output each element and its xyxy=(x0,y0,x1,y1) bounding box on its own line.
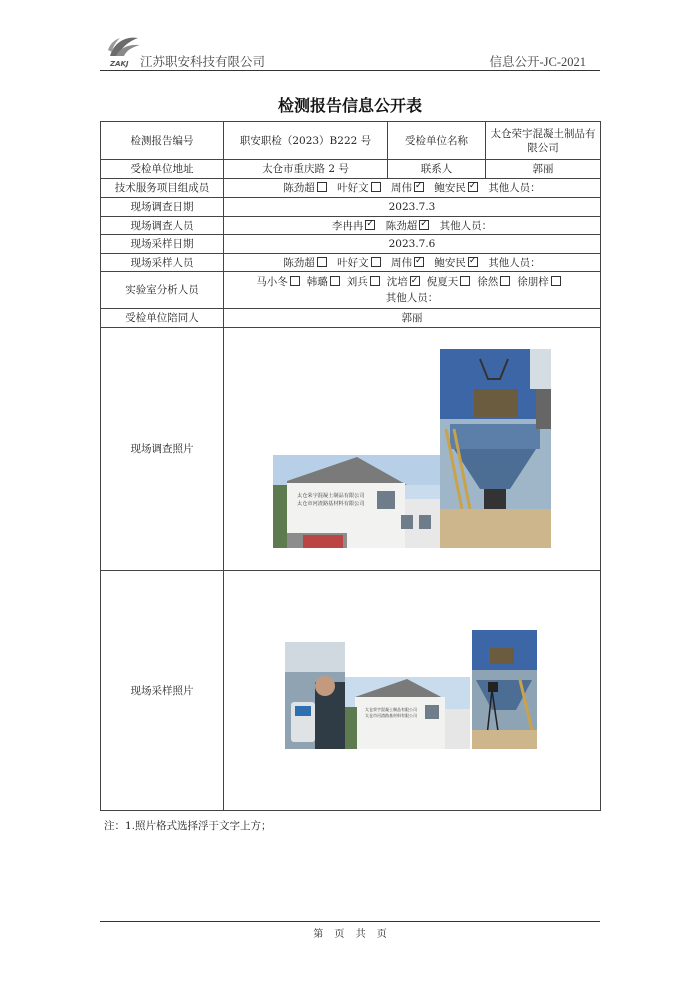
table-row xyxy=(101,160,601,179)
accompany-label: 受检单位陪同人 xyxy=(101,309,224,328)
survey-photos-cell xyxy=(224,328,601,571)
option-item: 周伟✓ xyxy=(391,257,431,269)
option-item: 刘兵 xyxy=(347,276,387,288)
checkbox xyxy=(414,182,424,192)
option-item: 叶好文 xyxy=(337,257,388,269)
option-item: 陈劲超 xyxy=(283,182,334,194)
option-item: 韩璐 xyxy=(307,276,347,288)
option-item: 马小冬 xyxy=(256,276,307,288)
address-value: 太仓市重庆路 2 号 xyxy=(224,160,388,179)
svg-text:太仓市河渣路基材料有限公司: 太仓市河渣路基材料有限公司 xyxy=(297,501,365,507)
team-options xyxy=(224,179,601,198)
lab-staff-label: 实验室分析人员 xyxy=(101,272,224,309)
sampling-photo-equipment xyxy=(472,630,537,749)
footer-divider xyxy=(100,921,600,922)
option-item: 陈劲超✓ xyxy=(386,220,437,232)
report-no-value: 职安职检（2023）B222 号 xyxy=(224,122,388,160)
sampling-photo-meter xyxy=(285,642,345,749)
sampling-photos-cell xyxy=(224,571,601,811)
sampling-date-label: 现场采样日期 xyxy=(101,235,224,254)
unit-name-value: 太仓荣宇混凝土制品有限公司 xyxy=(486,122,601,160)
table-row xyxy=(101,272,601,309)
svg-text:ZAKJ: ZAKJ xyxy=(110,60,129,68)
table-row xyxy=(101,217,601,235)
checkbox xyxy=(317,182,327,192)
svg-text:太仓市河渣路基材料有限公司: 太仓市河渣路基材料有限公司 xyxy=(365,713,417,718)
checkbox xyxy=(330,276,340,286)
checkbox xyxy=(371,257,381,267)
svg-text:太仓荣宇混凝土制品有限公司: 太仓荣宇混凝土制品有限公司 xyxy=(297,493,365,499)
checkbox xyxy=(317,257,327,267)
option-item: 周伟✓ xyxy=(391,182,431,194)
option-item: 鲍安民✓ xyxy=(434,182,485,194)
document-code: 信息公开-JC-2021 xyxy=(489,55,586,69)
option-item: 徐然 xyxy=(477,276,517,288)
table-row xyxy=(101,235,601,254)
survey-date-label: 现场调查日期 xyxy=(101,198,224,217)
option-item: 李冉冉✓ xyxy=(332,220,383,232)
survey-photos-label: 现场调查照片 xyxy=(101,328,224,571)
header-divider xyxy=(100,70,600,71)
sampling-photo-building xyxy=(345,677,470,749)
option-item: 倪夏天 xyxy=(427,276,478,288)
page-header xyxy=(100,30,600,72)
option-item: 徐朋梓 xyxy=(517,276,568,288)
lab-staff-options xyxy=(224,272,601,309)
option-item: 陈劲超 xyxy=(283,257,334,269)
checkbox xyxy=(414,257,424,267)
unit-name-label: 受检单位名称 xyxy=(388,122,486,160)
address-label: 受检单位地址 xyxy=(101,160,224,179)
survey-photo-hopper xyxy=(440,349,551,548)
sampling-date-value: 2023.7.6 xyxy=(224,235,601,254)
contact-value: 郭丽 xyxy=(486,160,601,179)
checkbox xyxy=(468,257,478,267)
table-row xyxy=(101,571,601,811)
checkbox xyxy=(290,276,300,286)
other-staff: 其他人员： xyxy=(488,256,541,269)
survey-date-value: 2023.7.3 xyxy=(224,198,601,217)
option-item: 叶好文 xyxy=(337,182,388,194)
table-row xyxy=(101,254,601,272)
report-no-label: 检测报告编号 xyxy=(101,122,224,160)
checkbox xyxy=(410,276,420,286)
table-row xyxy=(101,122,601,160)
other-staff: 其他人员： xyxy=(439,219,493,232)
info-table xyxy=(100,121,601,811)
table-row xyxy=(101,198,601,217)
checkbox xyxy=(419,220,429,230)
checkbox xyxy=(468,182,478,192)
page-number: 第 页 共 页 xyxy=(313,929,387,940)
other-staff: 其他人员： xyxy=(385,292,439,304)
survey-staff-options xyxy=(224,217,601,235)
checkbox xyxy=(365,220,375,230)
checkbox xyxy=(370,276,380,286)
footnote: 注：1.照片格式选择浮于文字上方； xyxy=(104,820,272,832)
sampling-photos-label: 现场采样照片 xyxy=(101,571,224,811)
survey-staff-label: 现场调查人员 xyxy=(101,217,224,235)
accompany-value: 郭丽 xyxy=(224,309,601,328)
option-item: 鲍安民✓ xyxy=(434,257,485,269)
checkbox xyxy=(551,276,561,286)
checkbox xyxy=(460,276,470,286)
table-row xyxy=(101,328,601,571)
svg-text:太仓荣宇混凝土制品有限公司: 太仓荣宇混凝土制品有限公司 xyxy=(365,707,417,712)
survey-photo-building xyxy=(273,455,440,548)
sampling-staff-label: 现场采样人员 xyxy=(101,254,224,272)
table-row xyxy=(101,179,601,198)
team-label: 技术服务项目组成员 xyxy=(101,179,224,198)
checkbox xyxy=(371,182,381,192)
page-title: 检测报告信息公开表 xyxy=(277,96,422,115)
sampling-staff-options xyxy=(224,254,601,272)
company-logo xyxy=(104,32,144,68)
company-name: 江苏职安科技有限公司 xyxy=(140,54,266,69)
other-staff: 其他人员： xyxy=(488,182,541,194)
table-row xyxy=(101,309,601,328)
checkbox xyxy=(500,276,510,286)
contact-label: 联系人 xyxy=(388,160,486,179)
option-item: 沈培✓ xyxy=(387,276,427,288)
